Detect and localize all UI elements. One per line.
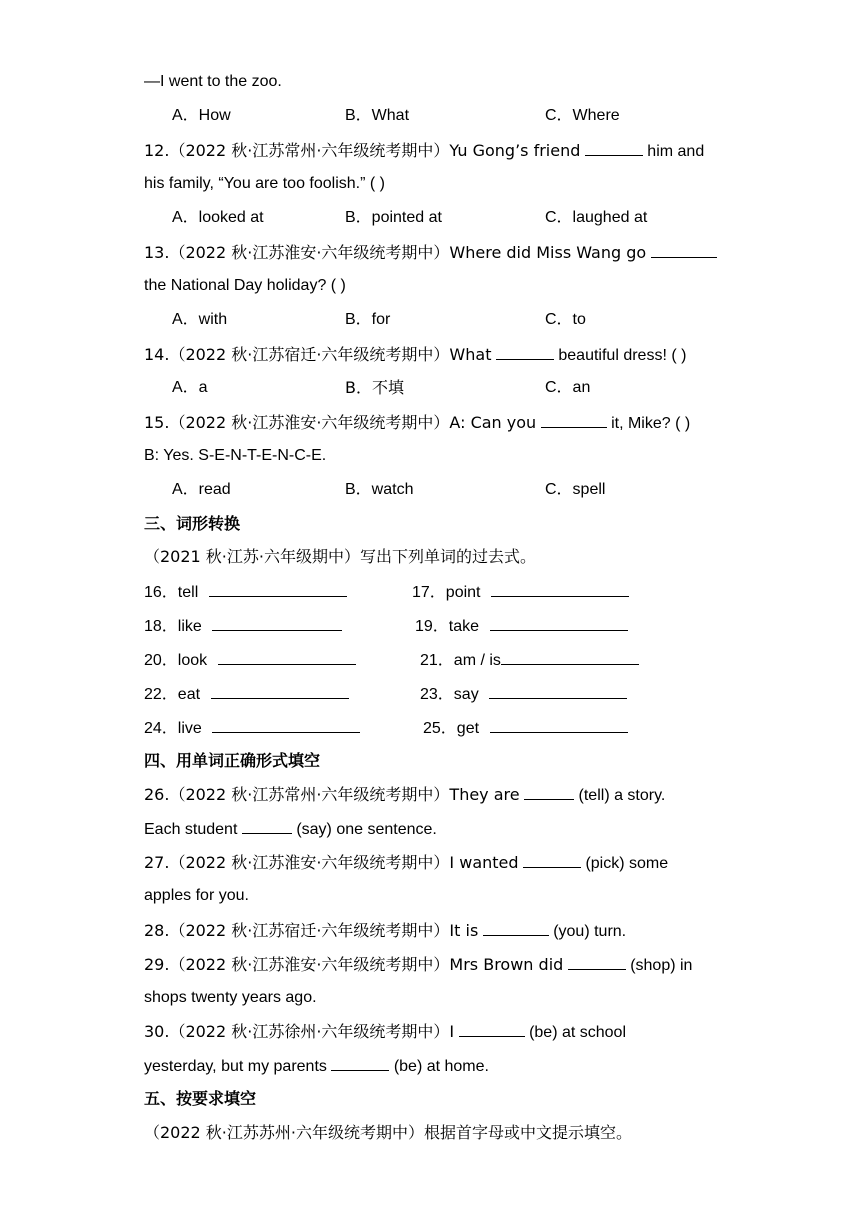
q19-label: 19．take <box>415 618 480 635</box>
q12-option-b: B．pointed at <box>345 209 442 226</box>
q22-blank <box>211 683 349 699</box>
q14-option-c: C．an <box>545 379 591 396</box>
q23-item <box>420 683 627 705</box>
q25-item <box>423 717 628 739</box>
q25-blank <box>490 717 628 733</box>
q12-option-a: A．looked at <box>172 209 264 226</box>
q15-option-b: B．watch <box>345 481 414 498</box>
q13-question <box>144 242 717 264</box>
q15-blank <box>541 412 607 428</box>
q25-label: 25．get <box>423 720 480 737</box>
q23-label: 23．say <box>420 686 479 703</box>
q21-item <box>420 649 639 671</box>
q16-blank <box>209 581 347 597</box>
q13-prefix: 13.（2022 秋·江苏淮安·六年级统考期中）Where did Miss Wang go <box>144 243 647 262</box>
q26-question-line2 <box>144 818 437 840</box>
q14-option-b: B．不填 <box>345 378 404 397</box>
q22-item <box>144 683 349 705</box>
q20-blank <box>218 649 356 665</box>
q19-blank <box>490 615 628 631</box>
q13-blank <box>651 242 717 258</box>
q29-question-line2: shops twenty years ago. <box>144 989 317 1006</box>
q29-blank <box>568 954 626 970</box>
q13-question-line2: the National Day holiday? ( ) <box>144 277 346 294</box>
q27-question <box>144 852 668 874</box>
q11-answer-line: —I went to the zoo. <box>144 73 282 90</box>
q30-prefix: 30.（2022 秋·江苏徐州·六年级统考期中）I <box>144 1022 455 1041</box>
q30-line2-prefix: yesterday, but my parents <box>144 1058 327 1075</box>
q16-label: 16．tell <box>144 584 199 601</box>
q15-question <box>144 412 690 434</box>
q14-blank <box>496 344 554 360</box>
q28-prefix: 28.（2022 秋·江苏宿迁·六年级统考期中）It is <box>144 921 479 940</box>
q26-blank-2 <box>242 818 292 834</box>
q12-question <box>144 140 704 162</box>
q14-suffix: beautiful dress! ( ) <box>558 347 687 364</box>
q22-label: 22．eat <box>144 686 201 703</box>
q17-blank <box>491 581 629 597</box>
q24-item <box>144 717 360 739</box>
q14-option-a: A．a <box>172 379 208 396</box>
q15-option-a: A．read <box>172 481 231 498</box>
section3-heading: 三、词形转换 <box>144 514 241 533</box>
q26-question <box>144 784 665 806</box>
q28-blank <box>483 920 549 936</box>
q15-option-c: C．spell <box>545 481 606 498</box>
q26-line2-suffix: (say) one sentence. <box>296 821 437 838</box>
section3-instruction: （2021 秋·江苏·六年级期中）写出下列单词的过去式。 <box>144 547 536 566</box>
q18-label: 18．like <box>144 618 202 635</box>
q21-label: 21．am / is <box>420 652 501 669</box>
q15-prefix: 15.（2022 秋·江苏淮安·六年级统考期中）A: Can you <box>144 413 537 432</box>
q26-suffix: (tell) a story. <box>578 787 666 804</box>
q29-suffix: (shop) in <box>630 957 693 974</box>
q14-question <box>144 344 686 366</box>
q23-blank <box>489 683 627 699</box>
q14-prefix: 14.（2022 秋·江苏宿迁·六年级统考期中）What <box>144 345 492 364</box>
q24-label: 24．live <box>144 720 202 737</box>
q30-blank-2 <box>331 1055 389 1071</box>
q17-item <box>412 581 629 603</box>
q16-item <box>144 581 347 603</box>
section4-heading: 四、用单词正确形式填空 <box>144 751 321 770</box>
q21-blank <box>501 649 639 665</box>
q15-suffix: it, Mike? ( ) <box>611 415 691 432</box>
q30-blank-1 <box>459 1021 525 1037</box>
q29-prefix: 29.（2022 秋·江苏淮安·六年级统考期中）Mrs Brown did <box>144 955 564 974</box>
q27-blank <box>523 852 581 868</box>
q18-item <box>144 615 342 637</box>
q27-prefix: 27.（2022 秋·江苏淮安·六年级统考期中）I wanted <box>144 853 519 872</box>
q12-blank <box>585 140 643 156</box>
section5-heading: 五、按要求填空 <box>144 1089 257 1108</box>
q29-question <box>144 954 692 976</box>
q11-option-c: C．Where <box>545 107 620 124</box>
q24-blank <box>212 717 360 733</box>
q15-question-line2: B: Yes. S-E-N-T-E-N-C-E. <box>144 447 327 464</box>
q30-question <box>144 1021 626 1043</box>
q30-question-line2 <box>144 1055 489 1077</box>
q17-label: 17．point <box>412 584 481 601</box>
section5-instruction: （2022 秋·江苏苏州·六年级统考期中）根据首字母或中文提示填空。 <box>144 1123 632 1142</box>
q13-option-a: A．with <box>172 311 228 328</box>
q28-question <box>144 920 626 942</box>
q13-option-b: B．for <box>345 311 391 328</box>
q30-suffix: (be) at school <box>529 1024 626 1041</box>
q26-blank-1 <box>524 784 574 800</box>
q18-blank <box>212 615 342 631</box>
q13-option-c: C．to <box>545 311 586 328</box>
q26-line2-prefix: Each student <box>144 821 238 838</box>
q30-line2-suffix: (be) at home. <box>393 1058 489 1075</box>
q26-prefix: 26.（2022 秋·江苏常州·六年级统考期中）They are <box>144 785 520 804</box>
q11-option-b: B．What <box>345 107 410 124</box>
q20-item <box>144 649 356 671</box>
q12-option-c: C．laughed at <box>545 209 648 226</box>
q11-option-a: A．How <box>172 107 231 124</box>
q27-suffix: (pick) some <box>585 855 669 872</box>
q12-question-line2: his family, “You are too foolish.” ( ) <box>144 175 385 192</box>
q12-suffix: him and <box>647 143 705 160</box>
q19-item <box>415 615 628 637</box>
q28-suffix: (you) turn. <box>553 923 627 940</box>
q27-question-line2: apples for you. <box>144 887 249 904</box>
q12-prefix: 12.（2022 秋·江苏常州·六年级统考期中）Yu Gong’s friend <box>144 141 581 160</box>
q20-label: 20．look <box>144 652 208 669</box>
